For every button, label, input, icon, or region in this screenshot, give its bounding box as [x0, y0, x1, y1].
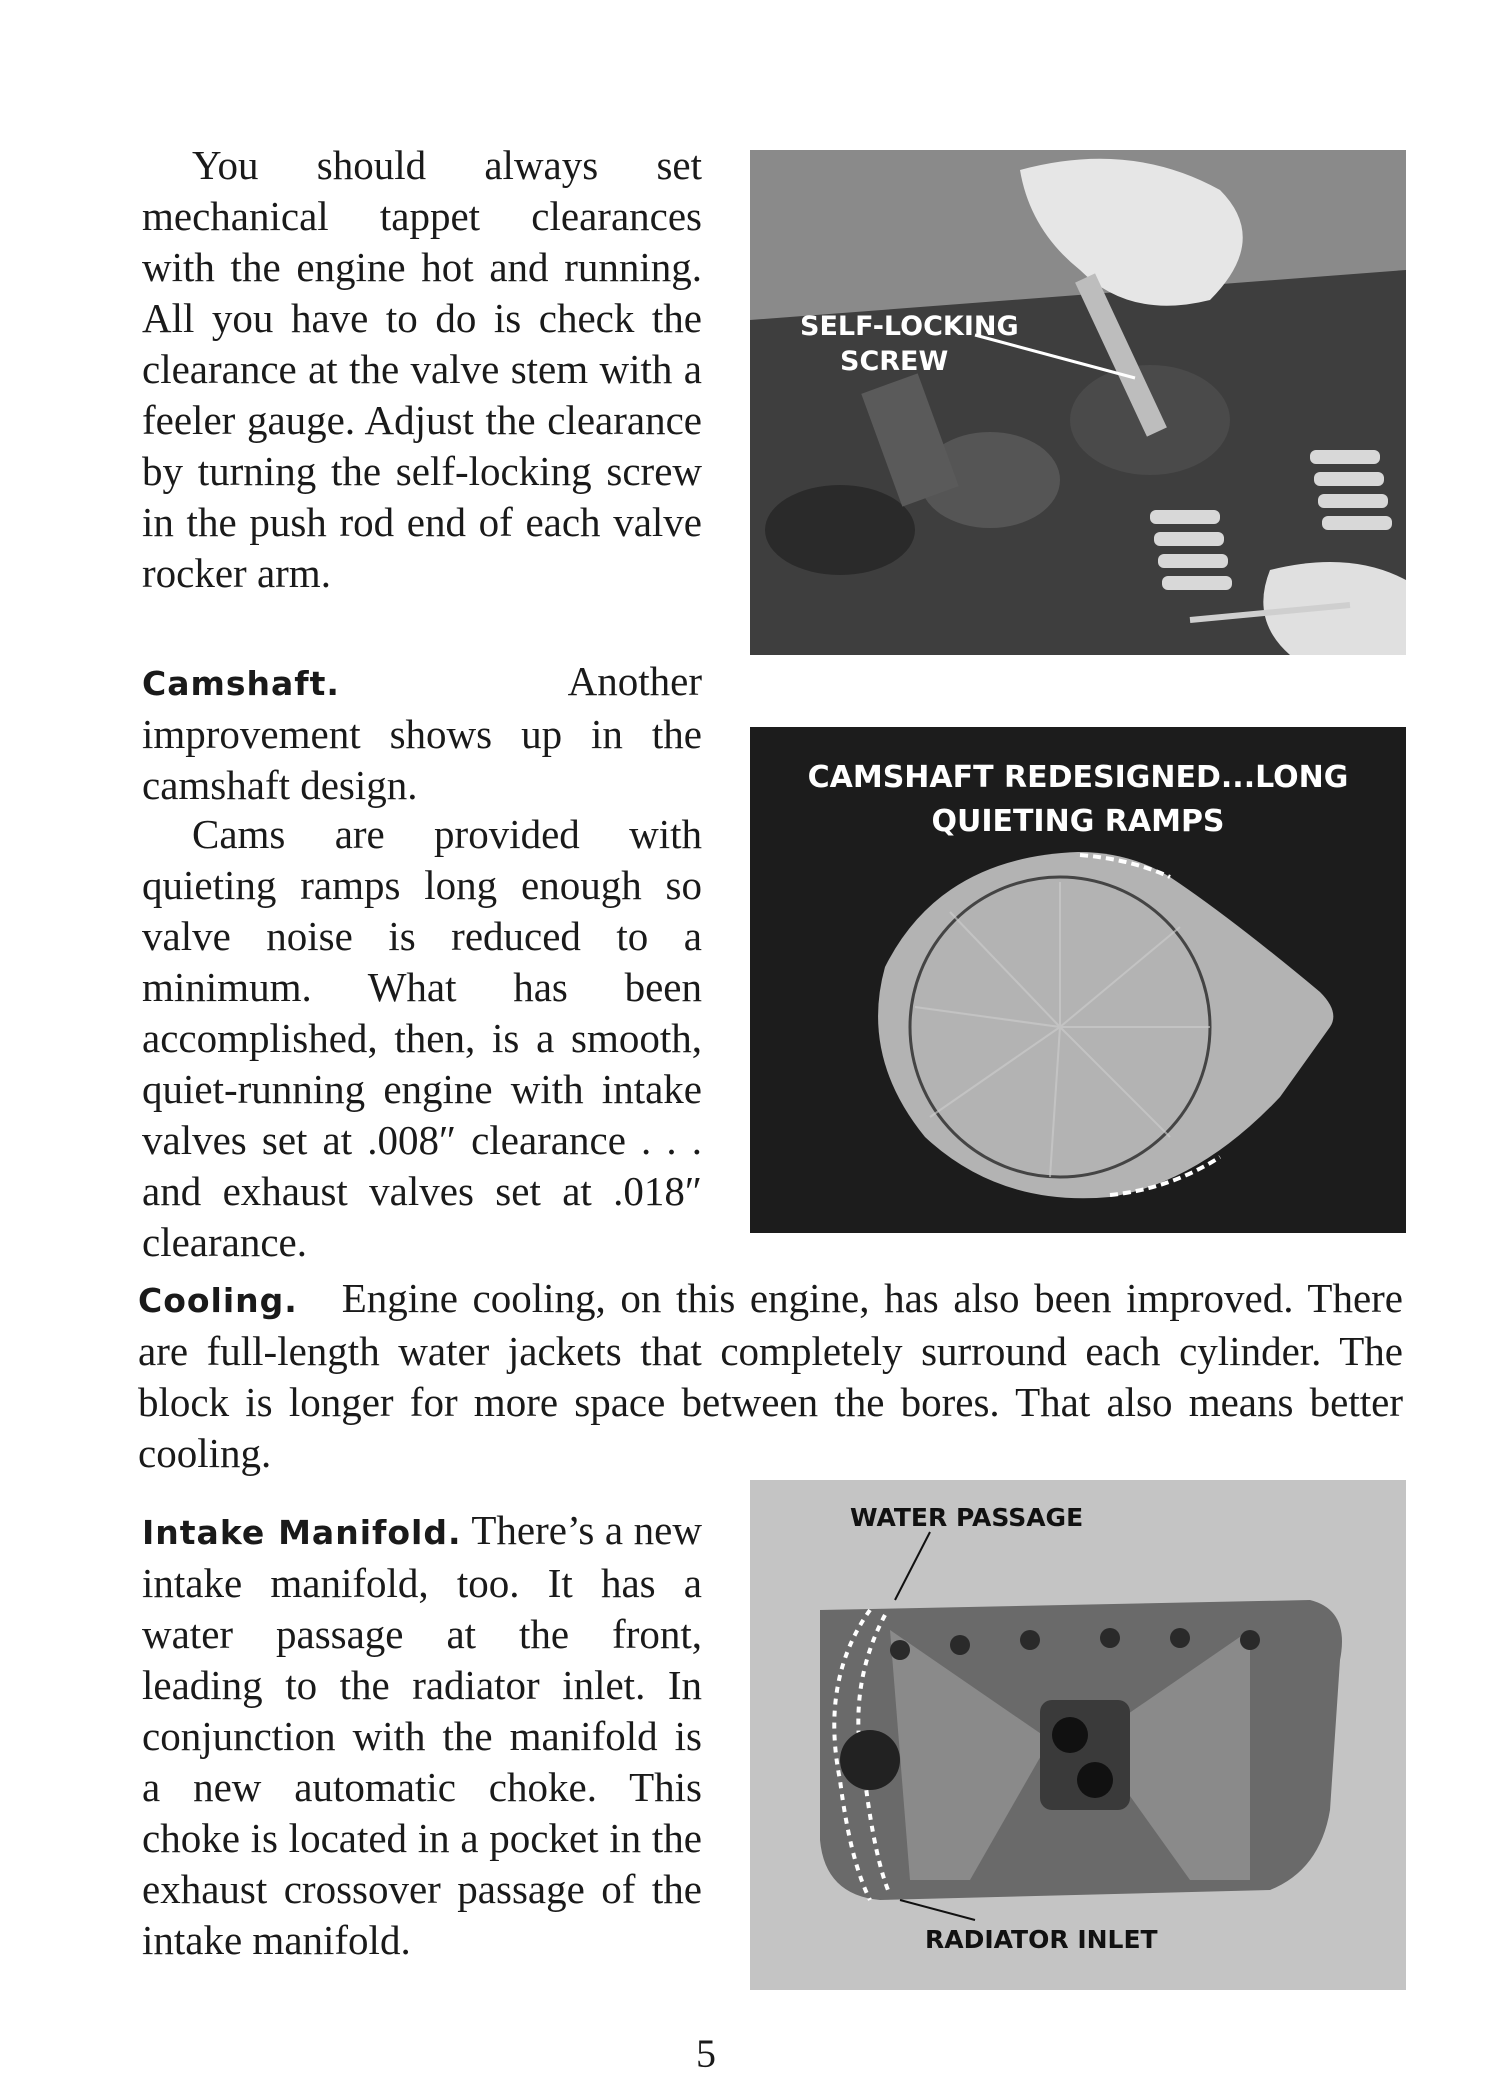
page-number: 5 [696, 2031, 716, 2076]
camshaft-caption-line-1: CAMSHAFT REDESIGNED...LONG [807, 760, 1349, 795]
camshaft-text-1: Another improvement shows up in the camshaft design. [142, 658, 702, 808]
tappet-paragraph [142, 140, 702, 599]
water-passage-label: WATER PASSAGE [850, 1503, 1084, 1532]
cams-paragraph [142, 809, 702, 1268]
intake-heading: Intake Manifold. [142, 1513, 462, 1552]
intake-text: There’s a new intake manifold, too. It has a water passage at the front, leading to the radiator inlet. In conjunction with the manifold is a new automatic choke. This choke is located in a pocket in the exhaust crossover passage of the intake manifold. [142, 1507, 702, 1963]
self-locking-label: SELF-LOCKING [800, 311, 1019, 342]
camshaft-paragraph [142, 656, 702, 811]
cooling-paragraph [138, 1273, 1403, 1479]
intake-paragraph [142, 1505, 702, 1966]
cooling-text: Engine cooling, on this engine, has also been improved. There are full-length water jackets that completely surround each cylinder. The block is longer for more space between the bores. That also means better cooling. [138, 1275, 1403, 1476]
camshaft-photo [750, 727, 1406, 1233]
cams-text: Cams are provided with quieting ramps long enough so valve noise is reduced to a minimum. What has been accomplished, then, is a smooth, quiet-running engine with intake valves set at .008″ clearance . . . and exhaust valves set at .018″ clearance. [142, 811, 702, 1265]
cooling-heading: Cooling. [138, 1281, 298, 1320]
camshaft-heading: Camshaft. [142, 664, 340, 703]
camshaft-caption-line-2: QUIETING RAMPS [931, 804, 1225, 839]
intake-manifold-photo [750, 1480, 1406, 1990]
screw-label: SCREW [840, 346, 949, 377]
tappet-text: You should always set mechanical tappet clearances with the engine hot and running. All you have to do is check the clearance at the valve stem with a feeler gauge. Adjust the clearance by turning the self-locking screw in the push rod end of each valve rocker arm. [142, 142, 702, 596]
valve-adjustment-photo [750, 150, 1406, 655]
radiator-inlet-label: RADIATOR INLET [925, 1925, 1158, 1954]
